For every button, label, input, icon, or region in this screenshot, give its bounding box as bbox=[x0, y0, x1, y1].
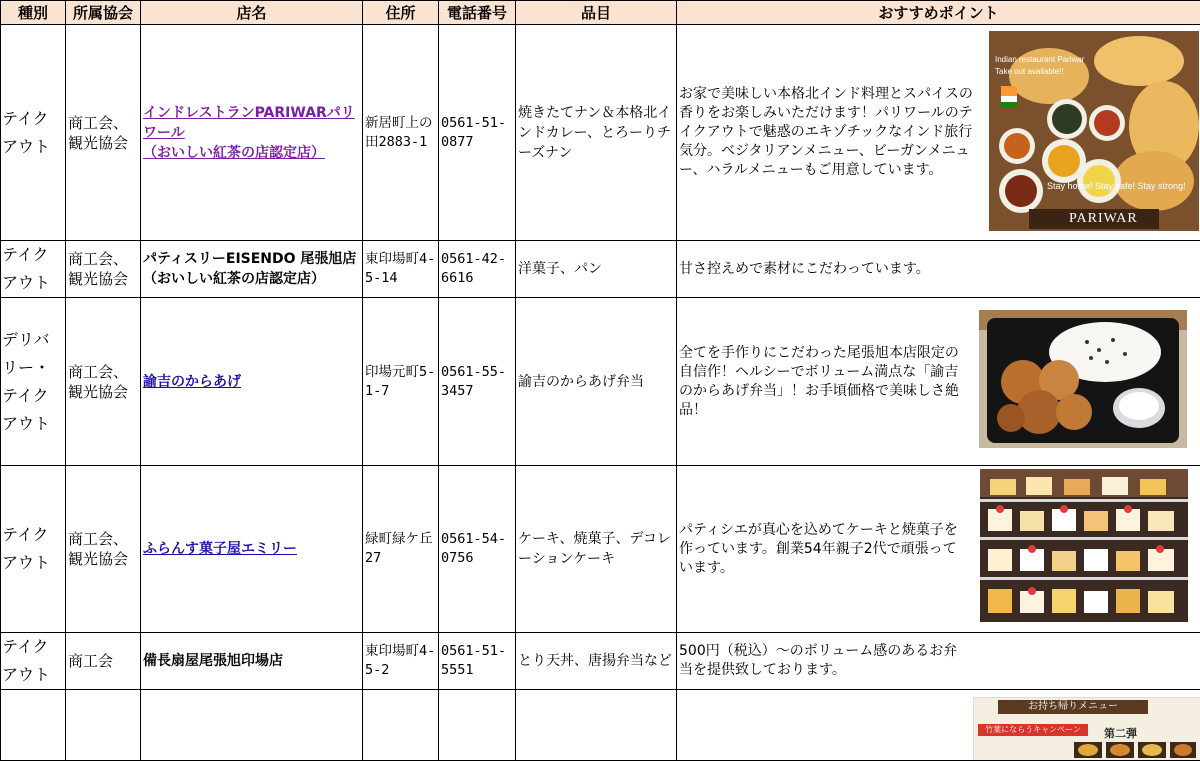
kind-cell: デリバリー・テイクアウト bbox=[1, 298, 66, 466]
cake-showcase-photo bbox=[980, 469, 1188, 622]
header-association: 所属協会 bbox=[66, 1, 141, 25]
table-row bbox=[1, 25, 1200, 241]
header-items: 品目 bbox=[516, 1, 677, 25]
table-row bbox=[1, 633, 1200, 690]
header-tel: 電話番号 bbox=[439, 1, 516, 25]
name-cell bbox=[141, 633, 363, 690]
tel-cell: 0561-51-0877 bbox=[439, 25, 516, 241]
point-cell bbox=[677, 298, 1200, 466]
items-cell: 洋菓子、パン bbox=[516, 241, 677, 298]
address-cell: 東印場町4-5-14 bbox=[363, 241, 439, 298]
name-cell bbox=[141, 298, 363, 466]
header-point: おすすめポイント bbox=[677, 1, 1200, 25]
tel-cell: 0561-55-3457 bbox=[439, 298, 516, 466]
point-text: お家で美味しい本格北インド料理とスパイスの香りをお楽しみいただけます！パリワールのテイクアウトで魅惑のエキゾチックなインド旅行気分。ベジタリアンメニュー、ビーガンメニュー、ハラルメニューもご用意しています。 bbox=[679, 85, 979, 180]
items-cell: とり天丼、唐揚弁当など bbox=[516, 633, 677, 690]
photo-caption-2: Take out available!! bbox=[995, 67, 1064, 76]
address-cell: 新居町上の田2883-1 bbox=[363, 25, 439, 241]
table-row bbox=[1, 466, 1200, 633]
address-cell: 東印場町4-5-2 bbox=[363, 633, 439, 690]
header-name: 店名 bbox=[141, 1, 363, 25]
association-cell: 商工会、観光協会 bbox=[66, 298, 141, 466]
association-cell: 商工会 bbox=[66, 633, 141, 690]
association-cell: 商工会、観光協会 bbox=[66, 466, 141, 633]
association-cell: 商工会、観光協会 bbox=[66, 241, 141, 298]
tel-cell: 0561-54-0756 bbox=[439, 466, 516, 633]
items-cell: 焼きたてナン＆本格北インドカレー、とろーりチーズナン bbox=[516, 25, 677, 241]
bento-image-icon bbox=[979, 310, 1187, 448]
kind-cell: テイクアウト bbox=[1, 241, 66, 298]
address-cell: 緑町緑ケ丘27 bbox=[363, 466, 439, 633]
shop-name: パティスリーEISENDO 尾張旭店 （おいしい紅茶の店認定店） bbox=[143, 251, 356, 287]
flyer-title: お持ち帰りメニュー bbox=[998, 700, 1148, 714]
items-cell: 諭吉のからあげ弁当 bbox=[516, 298, 677, 466]
shop-link-yukichi[interactable]: 諭吉のからあげ bbox=[143, 374, 241, 390]
pariwar-photo bbox=[989, 31, 1199, 231]
tel-cell: 0561-51-5551 bbox=[439, 633, 516, 690]
table-row bbox=[1, 241, 1200, 298]
kind-cell: テイクアウト bbox=[1, 633, 66, 690]
address-cell: 印場元町5-1-7 bbox=[363, 298, 439, 466]
bento-photo bbox=[979, 310, 1187, 448]
photo-caption-3: Stay home! Stay safe! Stay strong! bbox=[1047, 181, 1186, 191]
name-cell bbox=[141, 466, 363, 633]
header-address: 住所 bbox=[363, 1, 439, 25]
flyer-food-icon bbox=[974, 740, 1200, 760]
point-text: 甘さ控えめで素材にこだわっています。 bbox=[679, 260, 939, 279]
point-cell bbox=[677, 241, 1200, 298]
header-kind: 種別 bbox=[1, 1, 66, 25]
table-row bbox=[1, 298, 1200, 466]
name-cell bbox=[141, 25, 363, 241]
shop-link-pariwar[interactable]: インドレストランPARIWARパリワール （おいしい紅茶の店認定店） bbox=[143, 105, 355, 161]
flyer-subtitle: 第二弾 bbox=[1104, 728, 1137, 740]
tel-cell: 0561-42-6616 bbox=[439, 241, 516, 298]
shop-name: 備長扇屋尾張旭印場店 bbox=[143, 653, 283, 669]
photo-brand: PARIWAR bbox=[1069, 209, 1138, 229]
point-cell bbox=[677, 25, 1200, 241]
association-cell: 商工会、観光協会 bbox=[66, 25, 141, 241]
point-cell bbox=[677, 466, 1200, 633]
point-text: 500円（税込）～のボリューム感のあるお弁当を提供致しております。 bbox=[679, 642, 964, 680]
name-cell bbox=[141, 241, 363, 298]
point-text: パティシエが真心を込めてケーキと焼菓子を作っています。創業54年親子2代で頑張っています。 bbox=[679, 521, 964, 578]
shop-link-emily[interactable]: ふらんす菓子屋エミリー bbox=[143, 541, 297, 557]
point-cell bbox=[677, 633, 1200, 690]
kind-cell: テイクアウト bbox=[1, 25, 66, 241]
menu-flyer bbox=[973, 697, 1200, 761]
cake-image-icon bbox=[980, 469, 1188, 622]
kind-cell: テイクアウト bbox=[1, 466, 66, 633]
point-text: 全てを手作りにこだわった尾張旭本店限定の自信作！ヘルシーでボリューム満点な「諭吉のからあげ弁当」！お手頃価格で美味しさ絶品！ bbox=[679, 344, 964, 420]
photo-caption-1: Indian restaurant Pariwar bbox=[995, 55, 1084, 64]
items-cell: ケーキ、焼菓子、デコレーションケーキ bbox=[516, 466, 677, 633]
flyer-campaign: 竹葉にならうキャンペーン bbox=[978, 724, 1088, 736]
header-row bbox=[1, 1, 1200, 25]
